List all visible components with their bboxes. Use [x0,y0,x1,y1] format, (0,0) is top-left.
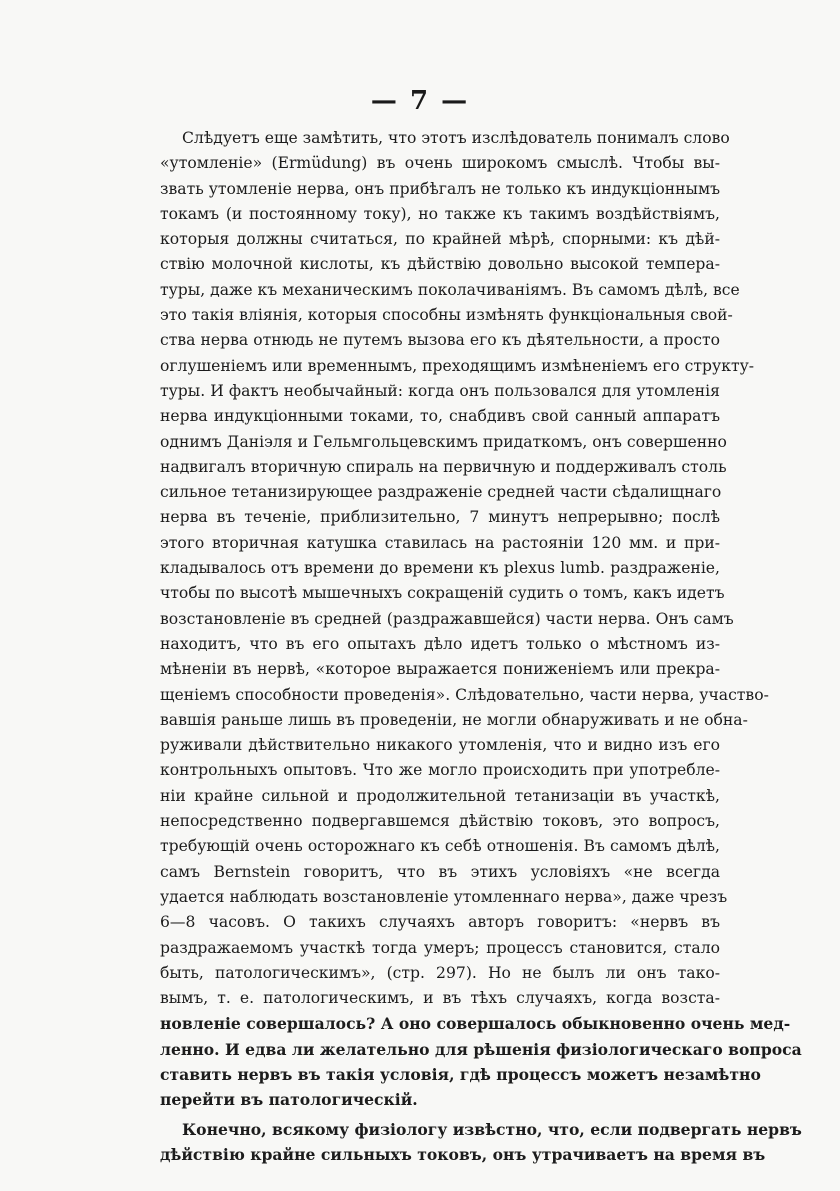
text-line: удается наблюдать возстановленіе утомленнаго нерва», даже чрезъ [160,887,728,906]
text-line: возстановленіе въ средней (раздражавшейся) части нерва. Онъ самъ [160,609,734,628]
text-line: Конечно, всякому физіологу извѣстно, что, если подвергать нервъ [182,1119,802,1139]
text-line: руживали дѣйствительно никакого утомленія, что и видно изъ его [160,736,720,755]
text-line: находитъ, что въ его опытахъ дѣло идетъ только о мѣстномъ из- [160,634,720,653]
text-line: непосредственно подвергавшемся дѣйствію токовъ, это вопросъ, [160,812,720,831]
text-line: это такія вліянія, которыя способны измѣнять функціональныя свой- [160,306,733,325]
text-line: оглушеніемъ или временнымъ, преходящимъ измѣненіемъ его структу- [160,356,755,375]
text-line: кладывалось отъ времени до времени къ plexus lumb. раздраженіе, [160,559,720,578]
text-line: «утомленіе» (Ermüdung) въ очень широкомъ смыслѣ. Чтобы вы- [160,154,720,173]
page-number: — 7 — [370,86,470,116]
text-line: ставить нервъ въ такія условія, гдѣ процессъ можетъ незамѣтно [160,1064,761,1084]
text-line: надвигалъ вторичную спираль на первичную и поддерживалъ столь [160,457,727,476]
text-line: 6—8 часовъ. О такихъ случаяхъ авторъ говоритъ: «нервъ въ [160,913,720,932]
text-line: ленно. И едва ли желательно для рѣшенія физіологическаго вопроса [160,1039,802,1059]
text-line: нерва въ теченіе, приблизительно, 7 минутъ непрерывно; послѣ [160,508,720,527]
text-line: туры. И фактъ необычайный: когда онъ пользовался для утомленія [160,381,720,400]
text-line: которыя должны считаться, по крайней мѣрѣ, спорными: къ дѣй- [160,230,720,249]
text-line: контрольныхъ опытовъ. Что же могло происходить при употребле- [160,761,720,780]
text-line: ніи крайне сильной и продолжительной тетанизаціи въ участкѣ, [160,786,720,805]
text-line: мѣненіи въ нервѣ, «которое выражается пониженіемъ или прекра- [160,660,720,679]
text-line: токамъ (и постоянному току), но также къ такимъ воздѣйствіямъ, [160,204,720,223]
text-line: туры, даже къ механическимъ поколачиваніямъ. Въ самомъ дѣлѣ, все [160,280,740,299]
text-line: раздражаемомъ участкѣ тогда умеръ; процессъ становится, стало [160,938,720,957]
text-line: дѣйствію крайне сильныхъ токовъ, онъ утрачиваетъ на время въ [160,1144,766,1164]
text-line: перейти въ патологическій. [160,1090,418,1110]
text-line: однимъ Даніэля и Гельмгольцевскимъ придаткомъ, онъ совершенно [160,432,727,451]
text-line: ствію молочной кислоты, къ дѣйствію довольно высокой темпера- [160,255,720,274]
text-line: самъ Bernstein говоритъ, что въ этихъ условіяхъ «не всегда [160,862,720,881]
text-line: новленіе совершалось? А оно совершалось обыкновенно очень мед- [160,1014,791,1034]
text-line: чтобы по высотѣ мышечныхъ сокращеній судить о томъ, какъ идетъ [160,584,725,603]
text-line: ства нерва отнюдь не путемъ вызова его къ дѣятельности, а просто [160,331,720,350]
text-line: вавшія раньше лишь въ проведеніи, не могли обнаруживать и не обна- [160,710,748,729]
text-line: вымъ, т. е. патологическимъ, и въ тѣхъ случаяхъ, когда возста- [160,989,720,1008]
text-line: щеніемъ способности проведенія». Слѣдовательно, части нерва, участво- [160,685,769,704]
text-line: быть, патологическимъ», (стр. 297). Но не былъ ли онъ тако- [160,963,720,982]
body-text [160,126,802,1167]
text-line: звать утомленіе нерва, онъ прибѣгалъ не только къ индукціоннымъ [160,179,720,198]
text-line: нерва индукціонными токами, то, снабдивъ свой санный аппаратъ [160,407,720,426]
text-line: требующій очень осторожнаго къ себѣ отношенія. Въ самомъ дѣлѣ, [160,837,720,856]
text-line: сильное тетанизирующее раздраженіе средней части сѣдалищнаго [160,483,722,502]
text-line: Слѣдуетъ еще замѣтить, что этотъ изслѣдователь понималъ слово [182,129,730,147]
paragraph-2 [160,1117,802,1168]
text-line: этого вторичная катушка ставилась на растояніи 120 мм. и при- [160,533,720,552]
paragraph-1 [160,126,802,1113]
